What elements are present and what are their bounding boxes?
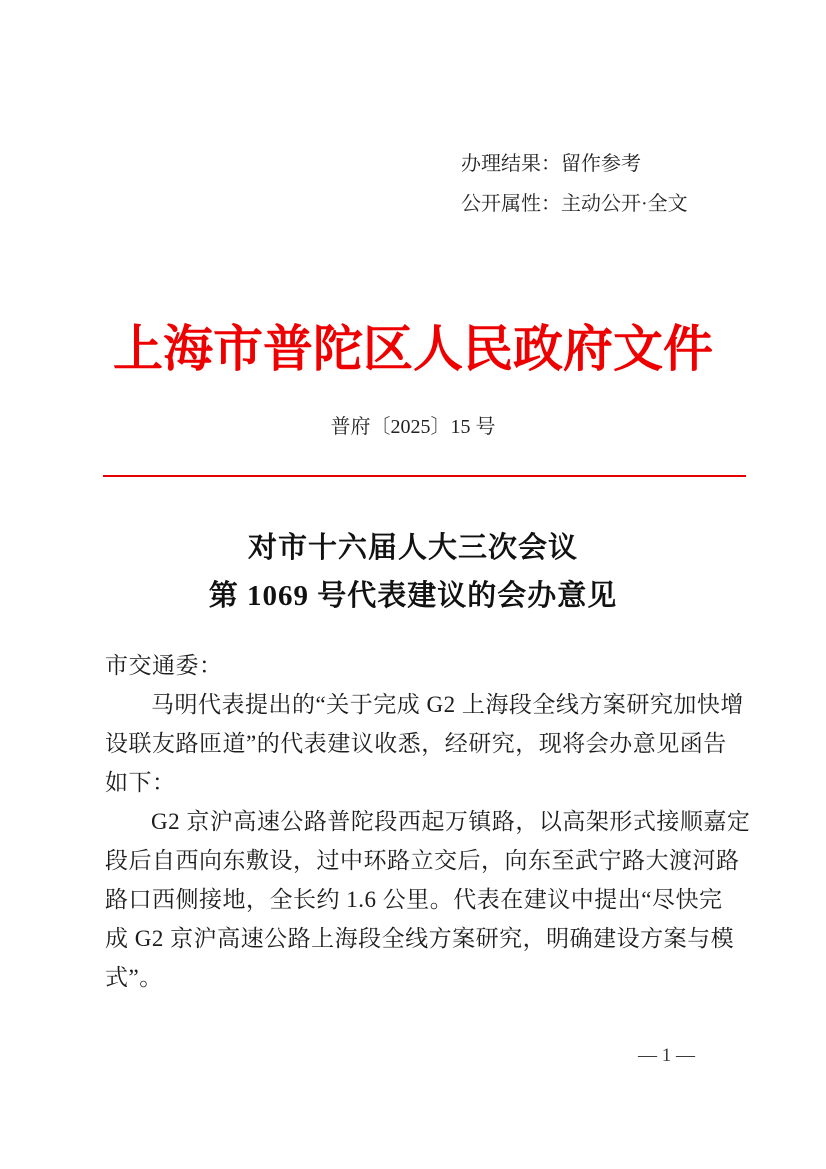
document-body xyxy=(105,646,751,997)
body-line: 设联友路匝道”的代表建议收悉，经研究，现将会办意见函告 xyxy=(105,731,727,756)
body-line: G2 京沪高速公路普陀段西起万镇路，以高架形式接顺嘉定 xyxy=(151,809,751,834)
body-line: 路口西侧接地，全长约 1.6 公里。代表在建议中提出“尽快完 xyxy=(105,887,723,912)
body-line: 市交通委： xyxy=(105,653,223,678)
doc-number: 普府〔2025〕15 号 xyxy=(330,416,496,438)
body-line: 如下： xyxy=(105,770,176,795)
body-line: 成 G2 京沪高速公路上海段全线方案研究，明确建设方案与模 xyxy=(105,926,735,951)
document-title-line-2: 第 1069 号代表建议的会办意见 xyxy=(208,580,618,612)
document-title xyxy=(0,524,826,620)
body-line: 段后自西向东敷设，过中环路立交后，向东至武宁路大渡河路 xyxy=(105,848,740,873)
paragraph-background xyxy=(105,802,751,997)
doc-meta xyxy=(461,144,688,224)
meta-handling-result: 办理结果：留作参考 xyxy=(461,153,641,175)
masthead-divider-rule xyxy=(103,475,746,477)
paragraph-salutation xyxy=(105,646,723,685)
paragraph-intro xyxy=(105,685,744,802)
meta-publicity-attribute: 公开属性：主动公开·全文 xyxy=(461,193,688,215)
page-number: — 1 — xyxy=(638,1045,695,1066)
document-title-line-1: 对市十六届人大三次会议 xyxy=(247,532,578,564)
body-line: 式”。 xyxy=(105,965,163,990)
agency-masthead-title: 上海市普陀区人民政府文件 xyxy=(113,321,713,377)
body-line: 马明代表提出的“关于完成 G2 上海段全线方案研究加快增 xyxy=(151,692,744,717)
